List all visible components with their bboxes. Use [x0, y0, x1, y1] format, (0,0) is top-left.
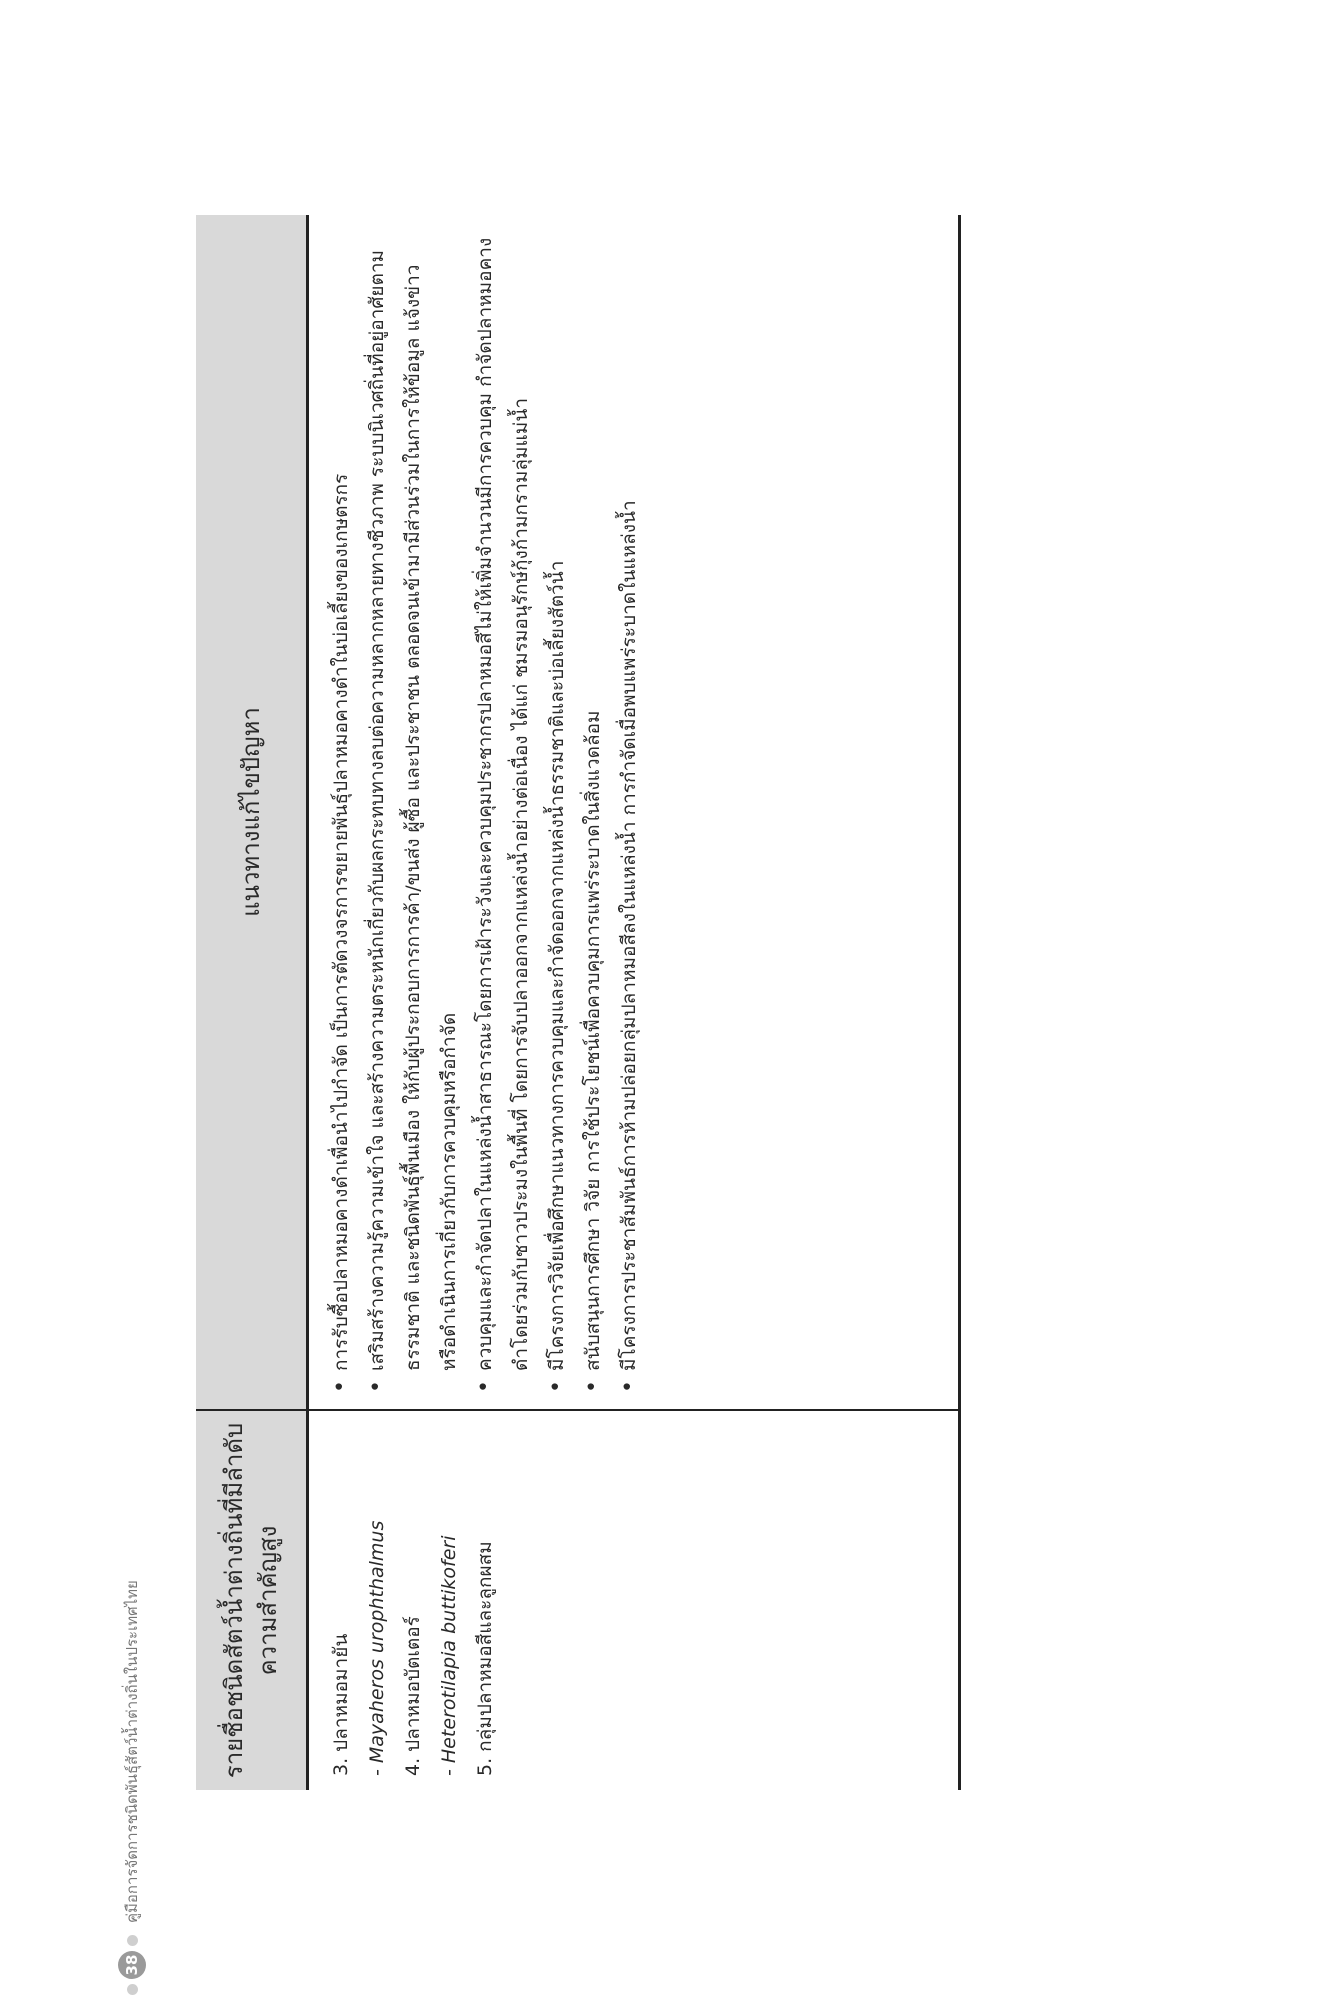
species-scientific-name: - Heterotilapia buttikoferi	[438, 1535, 460, 1776]
footer-dot-icon	[127, 1935, 138, 1946]
solutions-cell	[308, 215, 960, 1410]
header-solutions: แนวทางแก้ไขปัญหา	[196, 215, 308, 1410]
footer-dot-icon	[127, 1984, 138, 1995]
table-header-row	[196, 215, 308, 1790]
species-item: 3. ปลาหมอมายัน	[330, 1633, 352, 1776]
solution-item: • เสริมสร้างความรู้ความเข้าใจ และสร้างความตระหนักเกี่ยวกับผลกระทบทางลบต่อความหลากหลายทางชีวภาพ ระบบนิเวศถิ่นที่อยู่อาศัยตามธรรมชาติ และชนิดพันธุ์พื้นเมือง ให้กับผู้ประกอบการการค้า/ขนส่ง ผู้ซื้อ และประชาชน ตลอดจนเข้ามามีส่วนร่วมในการให้ข้อมูล แจ้งข่าว หรือดำเนินการเกี่ยวกับการควบคุมหรือกำจัด	[359, 229, 467, 1395]
solutions-list	[323, 229, 647, 1395]
page-footer	[118, 1580, 146, 1995]
solution-item: • มีโครงการประชาสัมพันธ์การห้ามปล่อยกลุ่มปลาหมอสีลงในแหล่งน้ำ การกำจัดเมื่อพบแพร่ระบาดในแหล่งน้ำ	[611, 229, 647, 1395]
page-number: 38	[118, 1951, 146, 1979]
footer-title: คู่มือการจัดการชนิดพันธุ์สัตว์น้ำต่างถิ่นในประเทศไทย	[123, 1580, 141, 1923]
species-item: 4. ปลาหมอบัตเตอร์	[402, 1616, 424, 1776]
solution-item: • การรับซื้อปลาหมอคางดำเพื่อนำไปกำจัด เป็นการตัดวงจรการขยายพันธุ์ปลาหมอคางดำในบ่อเลี้ยงของเกษตรกร	[323, 229, 359, 1395]
solution-item: • ควบคุมและกำจัดปลาในแหล่งน้ำสาธารณะโดยการเฝ้าระวังและควบคุมประชากรปลาหมอสีไม่ให้เพิ่มจำนวนมีการควบคุม กำจัดปลาหมอคางดำโดยร่วมกับชาวประมงในพื้นที่ โดยการจับปลาออกจากแหล่งน้ำอย่างต่อเนื่อง ได้แก่ ชมรมอนุรักษ์กุ้งก้ามกรามลุ่มแม่น้ำ	[467, 229, 539, 1395]
header-species: รายชื่อชนิดสัตว์น้ำต่างถิ่นที่มีลำดับความสำคัญสูง	[196, 1410, 308, 1790]
priority-species-table	[196, 215, 961, 1790]
solution-item: • มีโครงการวิจัยเพื่อศึกษาแนวทางการควบคุมและกำจัดออกจากแหล่งน้ำธรรมชาติและบ่อเลี้ยงสัตว์น้ำ	[539, 229, 575, 1395]
species-cell	[308, 1410, 960, 1790]
species-item: 5. กลุ่มปลาหมอสีและลูกผสม	[474, 1541, 496, 1776]
table-row	[308, 215, 960, 1790]
solution-item: • สนับสนุนการศึกษา วิจัย การใช้ประโยชน์เพื่อควบคุมการแพร่ระบาดในสิ่งแวดล้อม	[575, 229, 611, 1395]
rotated-table-container	[196, 215, 961, 1790]
species-scientific-name: - Mayaheros urophthalmus	[366, 1520, 388, 1776]
